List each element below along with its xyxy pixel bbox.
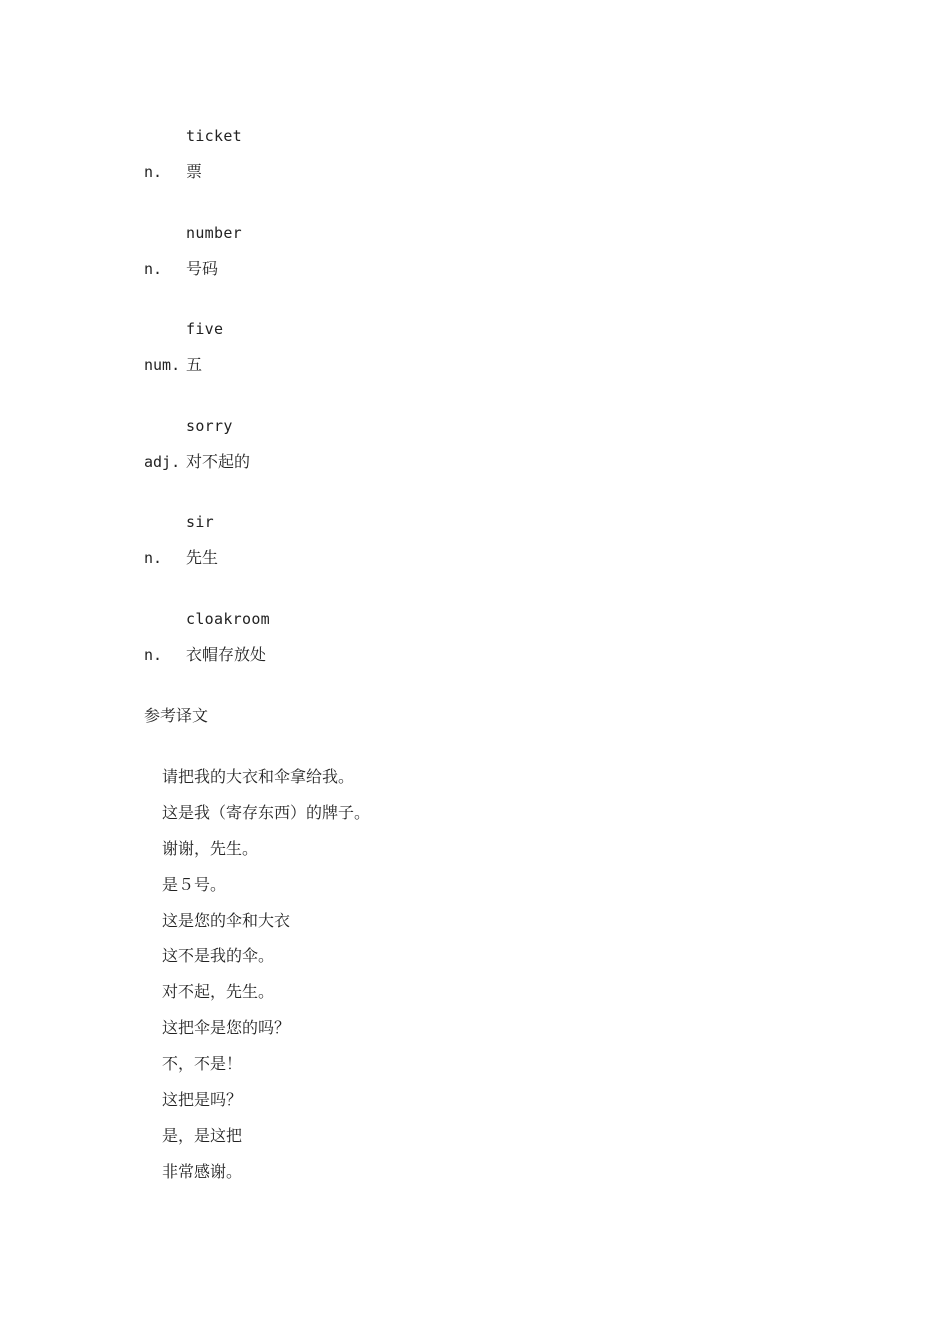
vocab-entry	[144, 512, 744, 609]
vocab-meaning: 对不起的	[186, 451, 251, 471]
vocab-entry	[144, 126, 744, 223]
vocab-part-of-speech: num.	[144, 356, 181, 375]
translation-line: 这把伞是您的吗？	[162, 1018, 291, 1038]
translation-line: 是，是这把	[162, 1125, 243, 1145]
vocab-part-of-speech: adj.	[144, 452, 181, 471]
vocab-entry	[144, 416, 744, 513]
vocab-word: sorry	[186, 416, 233, 435]
translation-line: 谢谢，先生。	[162, 838, 259, 858]
translation-line: 这是我（寄存东西）的牌子。	[162, 802, 371, 822]
vocab-word: number	[186, 223, 242, 242]
vocab-part-of-speech: n.	[144, 163, 163, 181]
vocab-meaning: 先生	[186, 548, 219, 568]
translation-line: 是５号。	[162, 874, 227, 894]
translation-line: 非常感谢。	[162, 1161, 243, 1181]
vocab-word: ticket	[186, 127, 242, 145]
vocab-word: five	[186, 320, 224, 339]
vocab-word: sir	[186, 513, 214, 532]
reference-translation-title: 参考译文	[144, 706, 209, 725]
translation-line: 这是您的伞和大衣	[162, 910, 291, 930]
vocab-meaning: 衣帽存放处	[186, 644, 267, 664]
vocab-part-of-speech: n.	[144, 645, 163, 664]
translation-line: 不，不是！	[162, 1054, 243, 1074]
reference-translation-lines	[162, 766, 370, 1197]
vocab-part-of-speech: n.	[144, 259, 163, 278]
vocabulary-list	[144, 126, 744, 706]
vocab-entry	[144, 319, 744, 416]
vocab-meaning: 五	[186, 355, 203, 375]
vocab-meaning: 票	[186, 162, 203, 181]
vocab-meaning: 号码	[186, 258, 219, 278]
vocab-part-of-speech: n.	[144, 549, 163, 568]
translation-line: 这不是我的伞。	[162, 946, 275, 966]
translation-line: 请把我的大衣和伞拿给我。	[162, 767, 355, 786]
vocab-entry	[144, 223, 744, 320]
vocab-entry	[144, 609, 744, 706]
translation-line: 这把是吗？	[162, 1090, 243, 1110]
vocab-word: cloakroom	[186, 609, 270, 628]
translation-line: 对不起，先生。	[162, 982, 275, 1002]
